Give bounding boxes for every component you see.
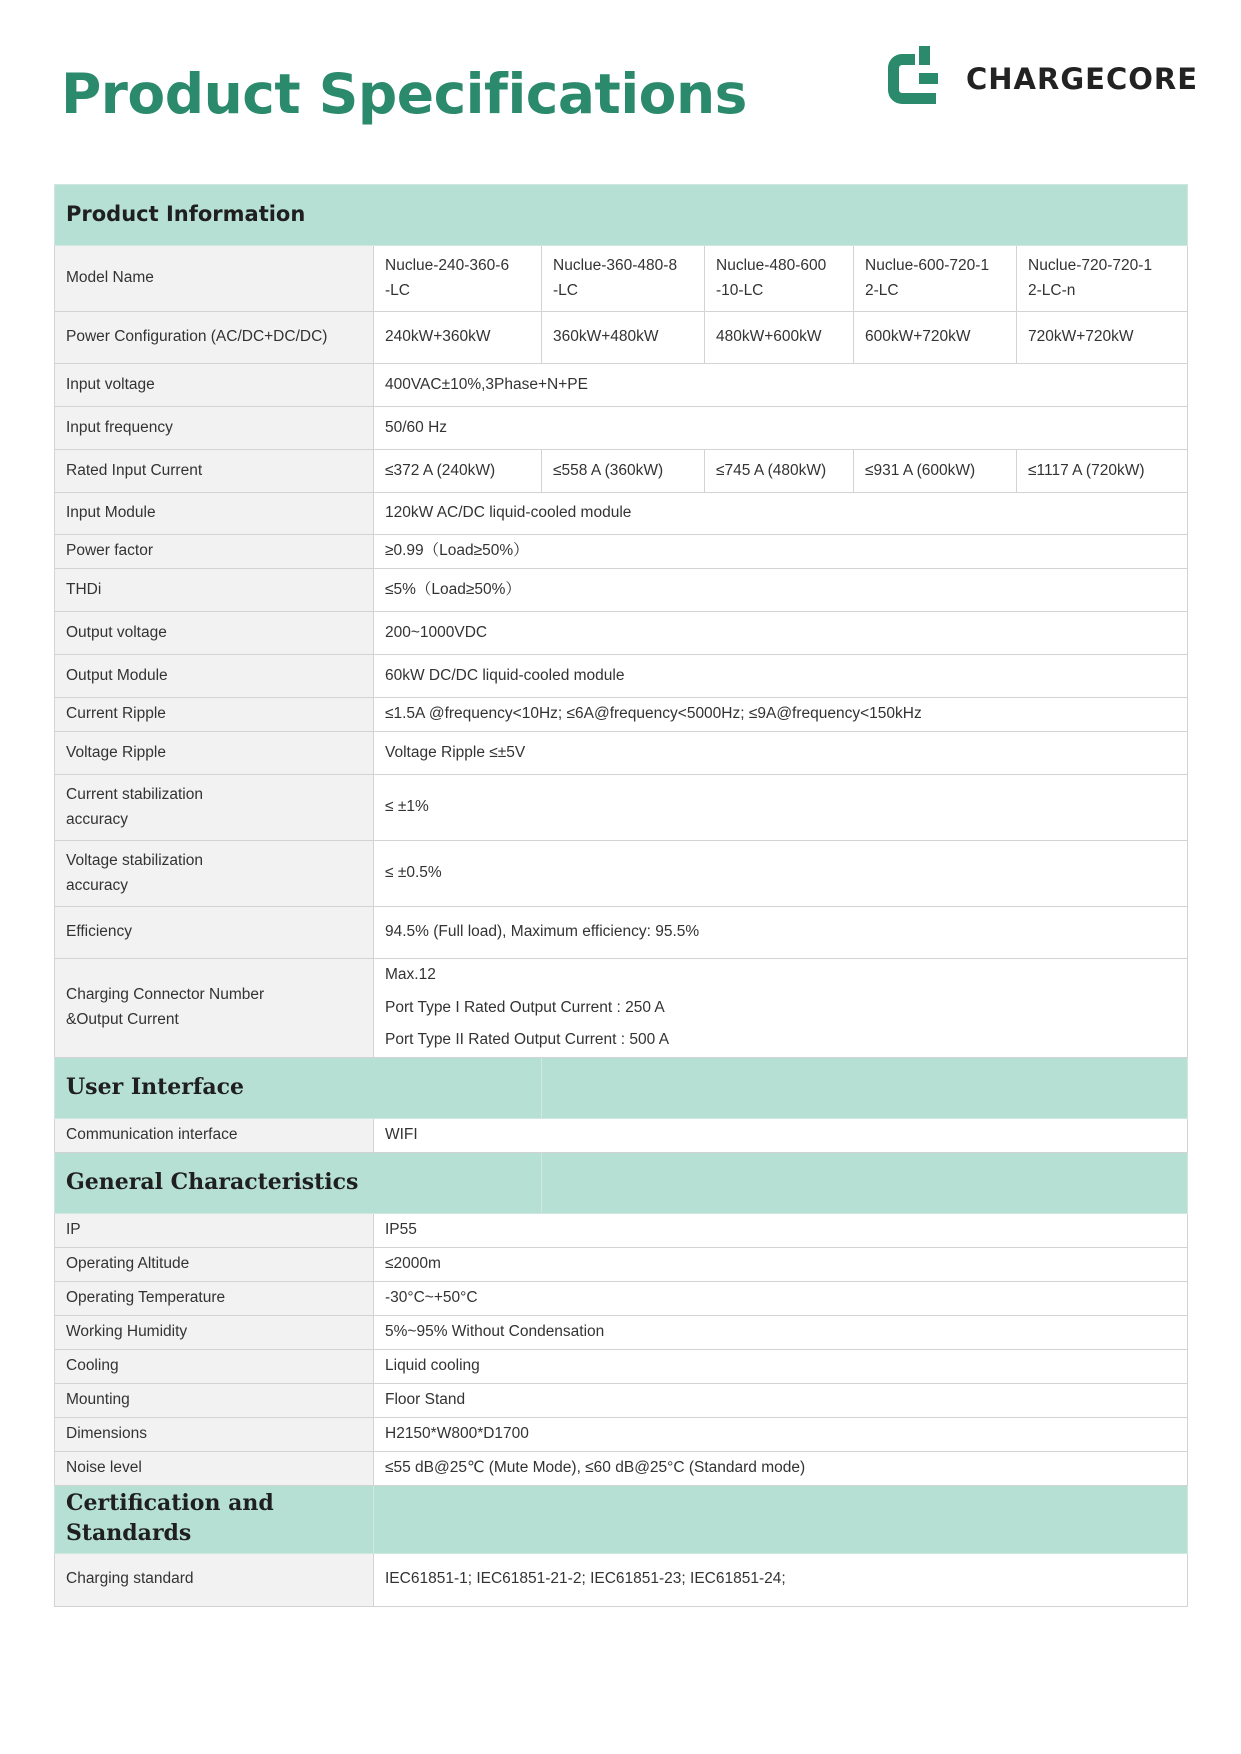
table-cell: 240kW+360kW <box>374 312 542 364</box>
row-value: 5%~95% Without Condensation <box>374 1315 1188 1349</box>
model-cell: Nuclue-600-720-1 2-LC <box>854 246 1017 312</box>
row-label: Communication interface <box>55 1118 374 1152</box>
row-label: THDi <box>55 569 374 612</box>
row-label: Voltage stabilization accuracy <box>55 841 374 907</box>
row-label: Charging Connector Number &Output Current <box>55 959 374 1058</box>
table-row-communication <box>55 1118 1188 1152</box>
table-row-ip <box>55 1213 1188 1247</box>
row-label: Input frequency <box>55 407 374 450</box>
section-product-information <box>55 185 1188 246</box>
table-row-dimensions <box>55 1417 1188 1451</box>
table-row-output-module <box>55 655 1188 698</box>
row-value: Floor Stand <box>374 1383 1188 1417</box>
section-filler <box>542 1152 1188 1213</box>
row-value: H2150*W800*D1700 <box>374 1417 1188 1451</box>
row-value: 60kW DC/DC liquid-cooled module <box>374 655 1188 698</box>
row-value: Voltage Ripple ≤±5V <box>374 732 1188 775</box>
row-label: Working Humidity <box>55 1315 374 1349</box>
row-value: 94.5% (Full load), Maximum efficiency: 95.5% <box>374 907 1188 959</box>
table-row-input-voltage <box>55 364 1188 407</box>
row-value: Liquid cooling <box>374 1349 1188 1383</box>
table-row-model-name <box>55 246 1188 312</box>
section-filler <box>374 1485 1188 1553</box>
table-cell: ≤372 A (240kW) <box>374 450 542 493</box>
row-value: 200~1000VDC <box>374 612 1188 655</box>
row-value: 400VAC±10%,3Phase+N+PE <box>374 364 1188 407</box>
table-row-power-configuration <box>55 312 1188 364</box>
section-user-interface <box>55 1057 1188 1118</box>
row-label: Voltage Ripple <box>55 732 374 775</box>
page-title: Product Specifications <box>61 62 747 126</box>
table-row-charging-standard <box>55 1553 1188 1606</box>
row-label: Operating Altitude <box>55 1247 374 1281</box>
row-label: Power factor <box>55 535 374 569</box>
table-cell: 600kW+720kW <box>854 312 1017 364</box>
brand-logo <box>882 44 1198 114</box>
row-label: Input Module <box>55 493 374 535</box>
table-row-altitude <box>55 1247 1188 1281</box>
row-label: Power Configuration (AC/DC+DC/DC) <box>55 312 374 364</box>
chargecore-logo-icon <box>882 46 942 112</box>
table-row-rated-input-current <box>55 450 1188 493</box>
row-label: Current stabilization accuracy <box>55 775 374 841</box>
table-row-voltage-ripple <box>55 732 1188 775</box>
row-value: ≥0.99（Load≥50%） <box>374 535 1188 569</box>
section-title: User Interface <box>55 1057 542 1118</box>
row-label: Cooling <box>55 1349 374 1383</box>
row-label: Rated Input Current <box>55 450 374 493</box>
row-value: ≤ ±1% <box>374 775 1188 841</box>
row-label: Model Name <box>55 246 374 312</box>
section-filler <box>542 1057 1188 1118</box>
row-label: Noise level <box>55 1451 374 1485</box>
table-row-charging-connector <box>55 959 1188 1058</box>
table-cell: ≤931 A (600kW) <box>854 450 1017 493</box>
table-row-noise <box>55 1451 1188 1485</box>
table-cell: 480kW+600kW <box>705 312 854 364</box>
table-row-temperature <box>55 1281 1188 1315</box>
section-general-characteristics <box>55 1152 1188 1213</box>
brand-name: CHARGECORE <box>966 62 1199 96</box>
table-row-power-factor <box>55 535 1188 569</box>
section-title: Certification and Standards <box>55 1485 374 1553</box>
row-label: Mounting <box>55 1383 374 1417</box>
row-label: Current Ripple <box>55 698 374 732</box>
spec-table <box>54 184 1188 1607</box>
table-row-humidity <box>55 1315 1188 1349</box>
model-cell: Nuclue-240-360-6 -LC <box>374 246 542 312</box>
section-title: Product Information <box>55 185 1188 246</box>
table-cell: ≤558 A (360kW) <box>542 450 705 493</box>
row-label: Operating Temperature <box>55 1281 374 1315</box>
table-row-efficiency <box>55 907 1188 959</box>
table-cell: ≤745 A (480kW) <box>705 450 854 493</box>
table-cell: 720kW+720kW <box>1017 312 1188 364</box>
model-cell: Nuclue-720-720-1 2-LC-n <box>1017 246 1188 312</box>
row-value: ≤2000m <box>374 1247 1188 1281</box>
row-value: WIFI <box>374 1118 1188 1152</box>
row-value: ≤55 dB@25℃ (Mute Mode), ≤60 dB@25°C (Standard mode) <box>374 1451 1188 1485</box>
row-value: IEC61851-1; IEC61851-21-2; IEC61851-23; IEC61851-24; <box>374 1553 1188 1606</box>
row-label: IP <box>55 1213 374 1247</box>
section-title: General Characteristics <box>55 1152 542 1213</box>
table-row-mounting <box>55 1383 1188 1417</box>
table-row-output-voltage <box>55 612 1188 655</box>
section-certification <box>55 1485 1188 1553</box>
table-row-thdi <box>55 569 1188 612</box>
table-cell: 360kW+480kW <box>542 312 705 364</box>
table-row-voltage-stabilization <box>55 841 1188 907</box>
row-value: Max.12 Port Type I Rated Output Current : 250 A Port Type II Rated Output Current : 500 A <box>374 959 1188 1058</box>
row-label: Efficiency <box>55 907 374 959</box>
row-value: -30°C~+50°C <box>374 1281 1188 1315</box>
row-value: ≤5%（Load≥50%） <box>374 569 1188 612</box>
row-value: 120kW AC/DC liquid-cooled module <box>374 493 1188 535</box>
table-row-current-stabilization <box>55 775 1188 841</box>
model-cell: Nuclue-360-480-8 -LC <box>542 246 705 312</box>
table-cell: ≤1117 A (720kW) <box>1017 450 1188 493</box>
row-value: 50/60 Hz <box>374 407 1188 450</box>
table-row-input-module <box>55 493 1188 535</box>
row-value: ≤ ±0.5% <box>374 841 1188 907</box>
table-row-input-frequency <box>55 407 1188 450</box>
row-label: Output Module <box>55 655 374 698</box>
row-label: Output voltage <box>55 612 374 655</box>
row-label: Input voltage <box>55 364 374 407</box>
table-row-current-ripple <box>55 698 1188 732</box>
table-row-cooling <box>55 1349 1188 1383</box>
row-value: IP55 <box>374 1213 1188 1247</box>
model-cell: Nuclue-480-600 -10-LC <box>705 246 854 312</box>
row-label: Dimensions <box>55 1417 374 1451</box>
row-label: Charging standard <box>55 1553 374 1606</box>
row-value: ≤1.5A @frequency<10Hz; ≤6A@frequency<5000Hz; ≤9A@frequency<150kHz <box>374 698 1188 732</box>
